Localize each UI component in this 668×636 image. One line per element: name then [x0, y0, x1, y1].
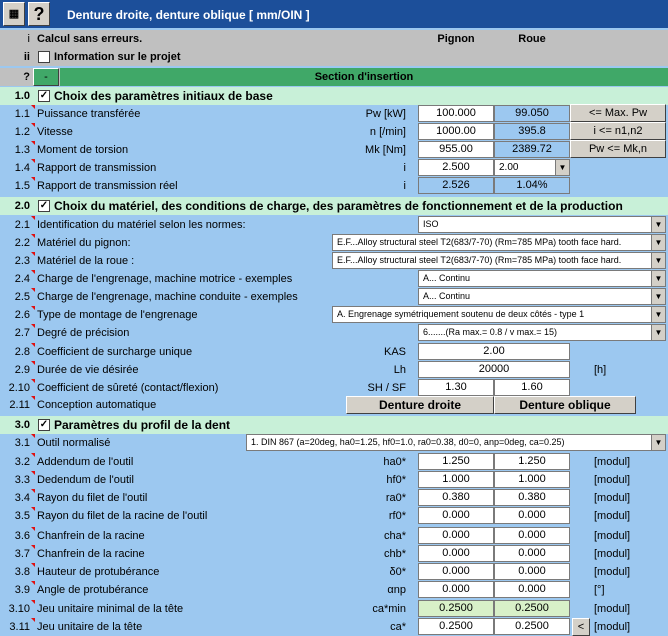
- section-2-title: Choix du matériel, des conditions de charge, des paramètres de fonctionnement et de la production: [54, 199, 623, 213]
- row-label: Rayon du filet de la racine de l'outil: [37, 510, 208, 522]
- comment-marker-icon: [31, 489, 35, 493]
- row-label: Vitesse: [37, 126, 73, 138]
- row-number: 2.9: [14, 364, 30, 376]
- row-number: 1.3: [14, 144, 30, 156]
- comment-marker-icon: [31, 270, 35, 274]
- comment-marker-icon: [31, 600, 35, 604]
- row-number: 1.0: [14, 90, 30, 102]
- row-number: 3.7: [14, 548, 30, 560]
- row-label: Charge de l'engrenage, machine motrice - exemples: [37, 273, 293, 285]
- unit-label: [modul]: [594, 530, 631, 542]
- status-row: [0, 30, 668, 48]
- row-label: Angle de protubérance: [37, 584, 149, 596]
- roue-value[interactable]: 1.60: [494, 379, 570, 396]
- copy-value-button[interactable]: <: [572, 618, 590, 636]
- unit-label: [°]: [594, 584, 605, 596]
- parameter-row: [0, 343, 668, 361]
- insertion-row: [0, 68, 668, 86]
- parameter-row: [0, 252, 668, 270]
- parameter-row: [0, 471, 668, 489]
- chevron-down-icon[interactable]: ▼: [651, 235, 665, 250]
- select-value: A. Engrenage symétriquement soutenu de deux côtés - type 1: [337, 309, 585, 319]
- row-number: 2.7: [14, 327, 30, 339]
- row-number: 1.2: [14, 126, 30, 138]
- row-number: i: [27, 33, 30, 45]
- column-header-roue: Roue: [518, 33, 546, 45]
- comment-marker-icon: [31, 105, 35, 109]
- row-symbol: KAS: [383, 346, 406, 358]
- pignon-value[interactable]: 0.000: [418, 545, 494, 562]
- row-number: 2.0: [14, 200, 30, 212]
- row-symbol: SH / SF: [367, 382, 406, 394]
- row-symbol: rf0*: [388, 510, 406, 522]
- parameter-row: [0, 563, 668, 581]
- unit-label: [modul]: [594, 492, 631, 504]
- pignon-value[interactable]: 0.000: [418, 563, 494, 580]
- roue-value: 395.8: [494, 123, 570, 140]
- row-symbol: n [/min]: [369, 126, 406, 138]
- comment-marker-icon: [31, 471, 35, 475]
- comment-marker-icon: [31, 234, 35, 238]
- row-number: 3.2: [14, 456, 30, 468]
- insertion-help[interactable]: ?: [23, 71, 30, 83]
- parameter-row: [0, 527, 668, 545]
- row-symbol: αnp: [387, 584, 406, 596]
- row-number: 3.9: [14, 584, 30, 596]
- comment-marker-icon: [31, 141, 35, 145]
- material-select[interactable]: [418, 288, 666, 305]
- roue-value[interactable]: 0.000: [494, 581, 570, 598]
- row-number: 2.11: [9, 399, 30, 411]
- insertion-collapse-button[interactable]: -: [33, 68, 59, 86]
- row-symbol: Mk [Nm]: [365, 144, 406, 156]
- chevron-down-icon[interactable]: ▼: [651, 435, 665, 450]
- ratio-select-value: 2.00: [499, 162, 519, 173]
- row-label: Dedendum de l'outil: [37, 474, 134, 486]
- row-label: Identification du matériel selon les normes:: [37, 219, 246, 231]
- chevron-down-icon[interactable]: ▼: [651, 253, 665, 268]
- pignon-value[interactable]: 2.500: [418, 159, 494, 176]
- roue-value[interactable]: 0.000: [494, 507, 570, 524]
- row-symbol: ha0*: [383, 456, 406, 468]
- select-value: E.F...Alloy structural steel T2(683/7-70) (Rm=785 MPa) tooth face hard.: [337, 255, 622, 265]
- comment-marker-icon: [31, 434, 35, 438]
- row-label: Jeu unitaire de la tête: [37, 621, 143, 633]
- comment-marker-icon: [31, 288, 35, 292]
- project-label: Information sur le projet: [54, 51, 181, 63]
- project-row: [0, 48, 668, 66]
- select-value: ISO: [423, 219, 439, 229]
- insertion-section-bar[interactable]: Section d'insertion: [60, 68, 668, 86]
- unit-label: [modul]: [594, 510, 631, 522]
- row-symbol: Lh: [393, 364, 406, 376]
- roue-value[interactable]: 1.000: [494, 471, 570, 488]
- chevron-down-icon[interactable]: ▼: [555, 160, 569, 175]
- unit-label: [modul]: [594, 566, 631, 578]
- comment-marker-icon: [31, 324, 35, 328]
- unit-label: [modul]: [594, 621, 631, 633]
- material-select[interactable]: [332, 252, 666, 269]
- section-3-header: [0, 416, 668, 434]
- row-symbol: i: [403, 162, 406, 174]
- row-symbol: δ0*: [389, 566, 406, 578]
- ratio-from-speeds-button[interactable]: i <= n1,n2: [570, 122, 666, 140]
- section-2-header: [0, 197, 668, 215]
- pignon-value: 2.526: [418, 177, 494, 194]
- help-icon[interactable]: ?: [28, 2, 50, 26]
- select-value: A... Continu: [423, 273, 471, 283]
- comment-marker-icon: [31, 361, 35, 365]
- row-label: Degré de précision: [37, 327, 130, 339]
- comment-marker-icon: [31, 396, 35, 400]
- row-label: Type de montage de l'engrenage: [37, 309, 198, 321]
- unit-label: [modul]: [594, 456, 631, 468]
- row-symbol: ca*min: [372, 603, 406, 615]
- comment-marker-icon: [31, 453, 35, 457]
- parameter-row: [0, 396, 668, 414]
- comment-marker-icon: [31, 507, 35, 511]
- comment-marker-icon: [31, 343, 35, 347]
- chevron-down-icon[interactable]: ▼: [651, 271, 665, 286]
- row-number: 2.6: [14, 309, 30, 321]
- parameter-row: [0, 123, 668, 141]
- row-label: Rayon du filet de l'outil: [37, 492, 148, 504]
- row-number: 3.6: [14, 530, 30, 542]
- comment-marker-icon: [31, 545, 35, 549]
- row-number: 3.11: [9, 621, 30, 633]
- row-number: 1.5: [14, 180, 30, 192]
- row-symbol: ra0*: [385, 492, 406, 504]
- tool-select-value: 1. DIN 867 (a=20deg, ha0=1.25, hf0=1.0, ra0=0.38, d0=0, anp=0deg, ca=0.25): [251, 437, 565, 447]
- section-2-checkbox[interactable]: ✓: [39, 200, 49, 211]
- row-label: Matériel du pignon:: [37, 237, 131, 249]
- comment-marker-icon: [31, 123, 35, 127]
- row-number: 2.1: [14, 219, 30, 231]
- pignon-value[interactable]: 0.000: [418, 581, 494, 598]
- comment-marker-icon: [31, 618, 35, 622]
- pignon-value[interactable]: 0.380: [418, 489, 494, 506]
- parameter-row: [0, 141, 668, 159]
- row-number: 2.8: [14, 346, 30, 358]
- row-label: Charge de l'engrenage, machine conduite - exemples: [37, 291, 298, 303]
- material-select[interactable]: [418, 216, 666, 233]
- chevron-down-icon[interactable]: ▼: [651, 325, 665, 340]
- material-select[interactable]: [418, 324, 666, 341]
- row-label: Outil normalisé: [37, 437, 111, 449]
- roue-value: 2389.72: [494, 141, 570, 158]
- parameter-row: [0, 453, 668, 471]
- row-number: 3.3: [14, 474, 30, 486]
- row-label: Coefficient de sûreté (contact/flexion): [37, 382, 219, 394]
- comment-marker-icon: [31, 379, 35, 383]
- row-label: Chanfrein de la racine: [37, 548, 145, 560]
- parameter-row: [0, 306, 668, 324]
- material-select[interactable]: [332, 234, 666, 251]
- title-bar: [0, 0, 668, 28]
- row-number: 2.3: [14, 255, 30, 267]
- unit-label: [modul]: [594, 603, 631, 615]
- row-label: Addendum de l'outil: [37, 456, 134, 468]
- roue-value[interactable]: 0.380: [494, 489, 570, 506]
- select-value: A... Continu: [423, 291, 471, 301]
- status-text: Calcul sans erreurs.: [37, 33, 143, 45]
- unit-label: [modul]: [594, 474, 631, 486]
- section-1-checkbox[interactable]: ✓: [39, 90, 49, 101]
- parameter-row: [0, 489, 668, 507]
- row-label: Rapport de transmission réel: [37, 180, 178, 192]
- comment-marker-icon: [31, 252, 35, 256]
- ratio-select[interactable]: [494, 159, 570, 176]
- roue-value[interactable]: 0.000: [494, 545, 570, 562]
- power-from-torque-button[interactable]: Pw <= Mk,n: [570, 140, 666, 158]
- row-number: ii: [23, 51, 30, 63]
- pignon-value[interactable]: 0.000: [418, 507, 494, 524]
- tool-row: [0, 434, 668, 452]
- project-checkbox[interactable]: [38, 51, 50, 63]
- chevron-down-icon[interactable]: ▼: [651, 217, 665, 232]
- unit-label: [modul]: [594, 548, 631, 560]
- chevron-down-icon[interactable]: ▼: [651, 289, 665, 304]
- helical-gear-button[interactable]: Denture oblique: [494, 396, 636, 414]
- value-input[interactable]: 20000: [418, 361, 570, 378]
- comment-marker-icon: [31, 216, 35, 220]
- material-select[interactable]: [332, 306, 666, 323]
- row-label: Rapport de transmission: [37, 162, 157, 174]
- select-value: 6.......(Ra max.= 0.8 / v max.= 15): [423, 327, 558, 337]
- parameter-row: [0, 288, 668, 306]
- row-symbol: chb*: [383, 548, 406, 560]
- row-number: 1.4: [14, 162, 30, 174]
- roue-value[interactable]: 1.250: [494, 453, 570, 470]
- select-value: E.F...Alloy structural steel T2(683/7-70) (Rm=785 MPa) tooth face hard.: [337, 237, 622, 247]
- parameter-row: [0, 618, 668, 636]
- row-number: 2.4: [14, 273, 30, 285]
- roue-value: 99.050: [494, 105, 570, 122]
- row-number: 3.1: [14, 437, 30, 449]
- row-number: 3.0: [14, 419, 30, 431]
- row-symbol: hf0*: [386, 474, 406, 486]
- parameter-row: [0, 177, 668, 195]
- section-1-title: Choix des paramètres initiaux de base: [54, 89, 273, 103]
- comment-marker-icon: [31, 527, 35, 531]
- roue-value[interactable]: 0.000: [494, 527, 570, 544]
- pignon-value[interactable]: 0.2500: [418, 618, 494, 635]
- unit-label: [h]: [594, 364, 607, 376]
- section-1-header: [0, 87, 668, 105]
- window-title: Denture droite, denture oblique [ mm/OIN ]: [67, 8, 310, 22]
- roue-value[interactable]: 0.000: [494, 563, 570, 580]
- pignon-value[interactable]: 1000.00: [418, 123, 494, 140]
- parameter-row: [0, 379, 668, 397]
- pignon-value[interactable]: 955.00: [418, 141, 494, 158]
- row-number: 2.5: [14, 291, 30, 303]
- parameter-row: [0, 361, 668, 379]
- row-number: 2.2: [14, 237, 30, 249]
- row-label: Puissance transférée: [37, 108, 141, 120]
- parameter-row: [0, 216, 668, 234]
- pignon-value[interactable]: 0.000: [418, 527, 494, 544]
- parameter-row: [0, 600, 668, 618]
- row-number: 3.4: [14, 492, 30, 504]
- comment-marker-icon: [31, 177, 35, 181]
- pignon-value[interactable]: 1.30: [418, 379, 494, 396]
- material-select[interactable]: [418, 270, 666, 287]
- roue-value: 0.2500: [494, 600, 570, 617]
- parameter-row: [0, 581, 668, 599]
- row-number: 3.8: [14, 566, 30, 578]
- row-symbol: cha*: [383, 530, 406, 542]
- parameter-row: [0, 105, 668, 123]
- parameter-row: [0, 270, 668, 288]
- row-label: Conception automatique: [37, 399, 157, 411]
- parameter-row: [0, 545, 668, 563]
- row-label: Moment de torsion: [37, 144, 129, 156]
- row-number: 1.1: [14, 108, 30, 120]
- roue-value: 1.04%: [494, 177, 570, 194]
- row-label: Chanfrein de la racine: [37, 530, 145, 542]
- column-header-pignon: Pignon: [437, 33, 475, 45]
- pignon-value[interactable]: 100.000: [418, 105, 494, 122]
- row-label: Coefficient de surcharge unique: [37, 346, 193, 358]
- roue-value[interactable]: 0.2500: [494, 618, 570, 635]
- comment-marker-icon: [31, 581, 35, 585]
- row-label: Matériel de la roue :: [37, 255, 135, 267]
- pignon-value[interactable]: 1.000: [418, 471, 494, 488]
- pignon-value: 0.2500: [418, 600, 494, 617]
- tool-select[interactable]: [246, 434, 666, 451]
- section-3-title: Paramètres du profil de la dent: [54, 418, 231, 432]
- section-3-checkbox[interactable]: ✓: [39, 419, 49, 430]
- row-label: Jeu unitaire minimal de la tête: [37, 603, 184, 615]
- row-symbol: ca*: [390, 621, 406, 633]
- row-symbol: Pw [kW]: [365, 108, 406, 120]
- max-pw-button[interactable]: <= Max. Pw: [570, 104, 666, 122]
- comment-marker-icon: [31, 306, 35, 310]
- row-label: Durée de vie désirée: [37, 364, 139, 376]
- parameter-row: [0, 324, 668, 342]
- parameter-row: [0, 507, 668, 525]
- calculator-icon[interactable]: ▦: [3, 2, 25, 26]
- comment-marker-icon: [31, 563, 35, 567]
- row-number: 3.5: [14, 510, 30, 522]
- value-input[interactable]: 2.00: [418, 343, 570, 360]
- parameter-row: [0, 234, 668, 252]
- row-number: 3.10: [8, 603, 30, 615]
- comment-marker-icon: [31, 159, 35, 163]
- row-number: 2.10: [8, 382, 30, 394]
- spur-gear-button[interactable]: Denture droite: [346, 396, 494, 414]
- pignon-value[interactable]: 1.250: [418, 453, 494, 470]
- row-label: Hauteur de protubérance: [37, 566, 160, 578]
- parameter-row: [0, 159, 668, 177]
- chevron-down-icon[interactable]: ▼: [651, 307, 665, 322]
- row-symbol: i: [403, 180, 406, 192]
